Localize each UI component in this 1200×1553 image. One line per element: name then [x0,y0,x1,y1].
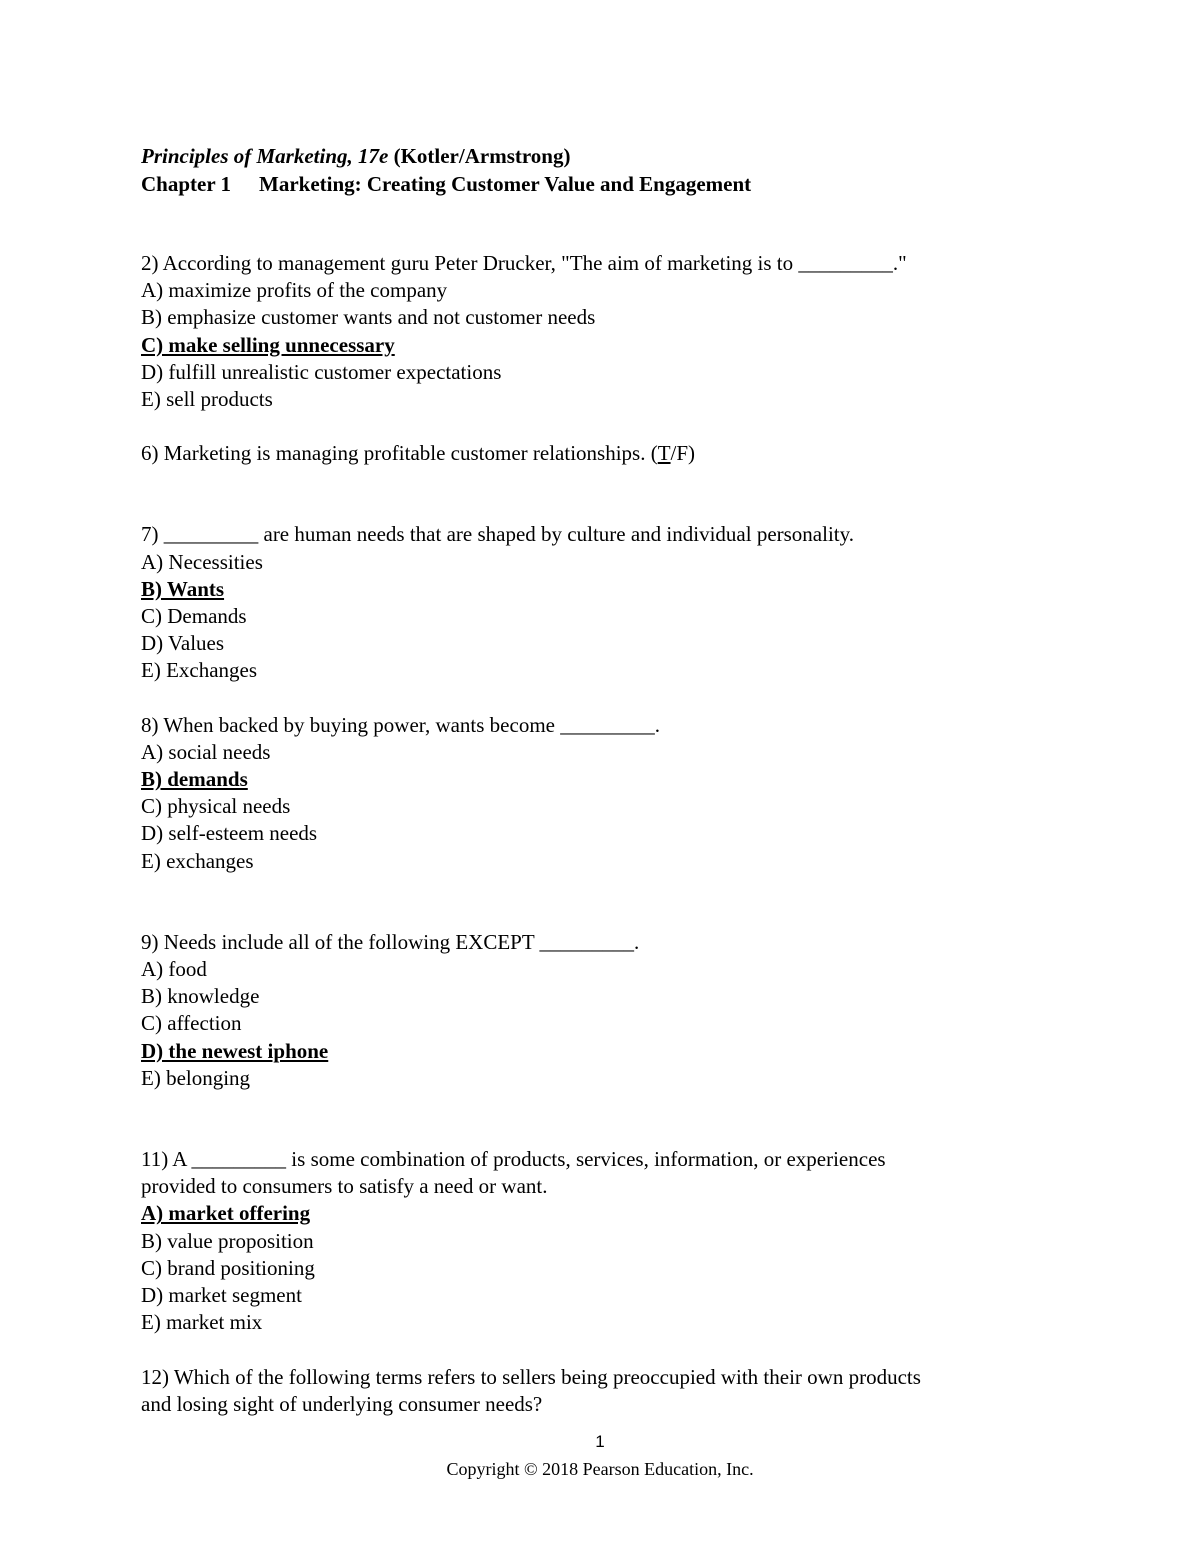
correct-answer-option: D) the newest iphone [141,1038,329,1063]
answer-option: E) exchanges [141,848,254,873]
copyright-notice: Copyright © 2018 Pearson Education, Inc. [446,1459,754,1479]
answer-option: B) knowledge [141,984,260,1009]
answer-option: E) belonging [141,1065,251,1090]
answer-option: A) Necessities [141,549,263,574]
correct-answer-marker: T [657,441,671,466]
question-9 [141,929,1041,1092]
answer-option: C) physical needs [141,794,291,819]
answer-option: B) emphasize customer wants and not customer needs [141,305,596,330]
question-stem: 12) Which of the following terms refers to sellers being preoccupied with their own products [141,1364,921,1389]
answer-option: D) fulfill unrealistic customer expectations [141,359,502,384]
answer-option: E) sell products [141,387,273,412]
document-header [141,142,751,198]
answer-option: A) maximize profits of the company [141,278,448,303]
question-stem: 8) When backed by buying power, wants become _________. [141,712,660,737]
correct-answer-option: B) demands [141,767,248,792]
answer-option: A) food [141,957,207,982]
answer-option: D) self-esteem needs [141,821,318,846]
question-8 [141,712,1041,875]
chapter-title: Marketing: Creating Customer Value and Engagement [259,172,752,196]
answer-option: C) affection [141,1011,242,1036]
question-stem: 7) _________ are human needs that are shaped by culture and individual personality. [141,522,855,547]
question-stem [141,440,1041,467]
answer-option: D) Values [141,631,225,656]
correct-answer-option: B) Wants [141,576,225,601]
question-list [141,250,1041,1418]
question-stem: 11) A _________ is some combination of products, services, information, or experiences [141,1147,886,1172]
chapter-label: Chapter 1 [141,172,232,196]
answer-option: D) market segment [141,1283,302,1308]
answer-option: C) brand positioning [141,1255,315,1280]
answer-option: E) market mix [141,1310,263,1335]
question-stem-text: 6) Marketing is managing profitable customer relationships. ( [141,441,658,466]
question-stem-continued: provided to consumers to satisfy a need or want. [141,1174,548,1199]
question-stem: 2) According to management guru Peter Drucker, "The aim of marketing is to _________." [141,251,907,275]
answer-option: E) Exchanges [141,658,258,683]
question-11 [141,1146,1041,1336]
question-stem-suffix: /F) [670,441,696,466]
answer-option: A) social needs [141,739,271,764]
question-stem-continued: and losing sight of underlying consumer needs? [141,1391,543,1416]
question-7 [141,521,1041,684]
book-title: Principles of Marketing, 17e [141,144,389,168]
question-12 [141,1364,1041,1418]
chapter-title-line [141,170,751,198]
correct-answer-option: C) make selling unnecessary [141,332,395,357]
book-authors: (Kotler/Armstrong) [393,144,571,168]
answer-option: B) value proposition [141,1228,314,1253]
question-2 [141,250,1041,413]
question-6 [141,440,1041,467]
correct-answer-option: A) market offering [141,1201,311,1226]
question-stem: 9) Needs include all of the following EXCEPT _________. [141,929,640,954]
book-title-line [141,142,751,170]
answer-option: C) Demands [141,604,247,629]
page-number: 1 [595,1432,605,1451]
